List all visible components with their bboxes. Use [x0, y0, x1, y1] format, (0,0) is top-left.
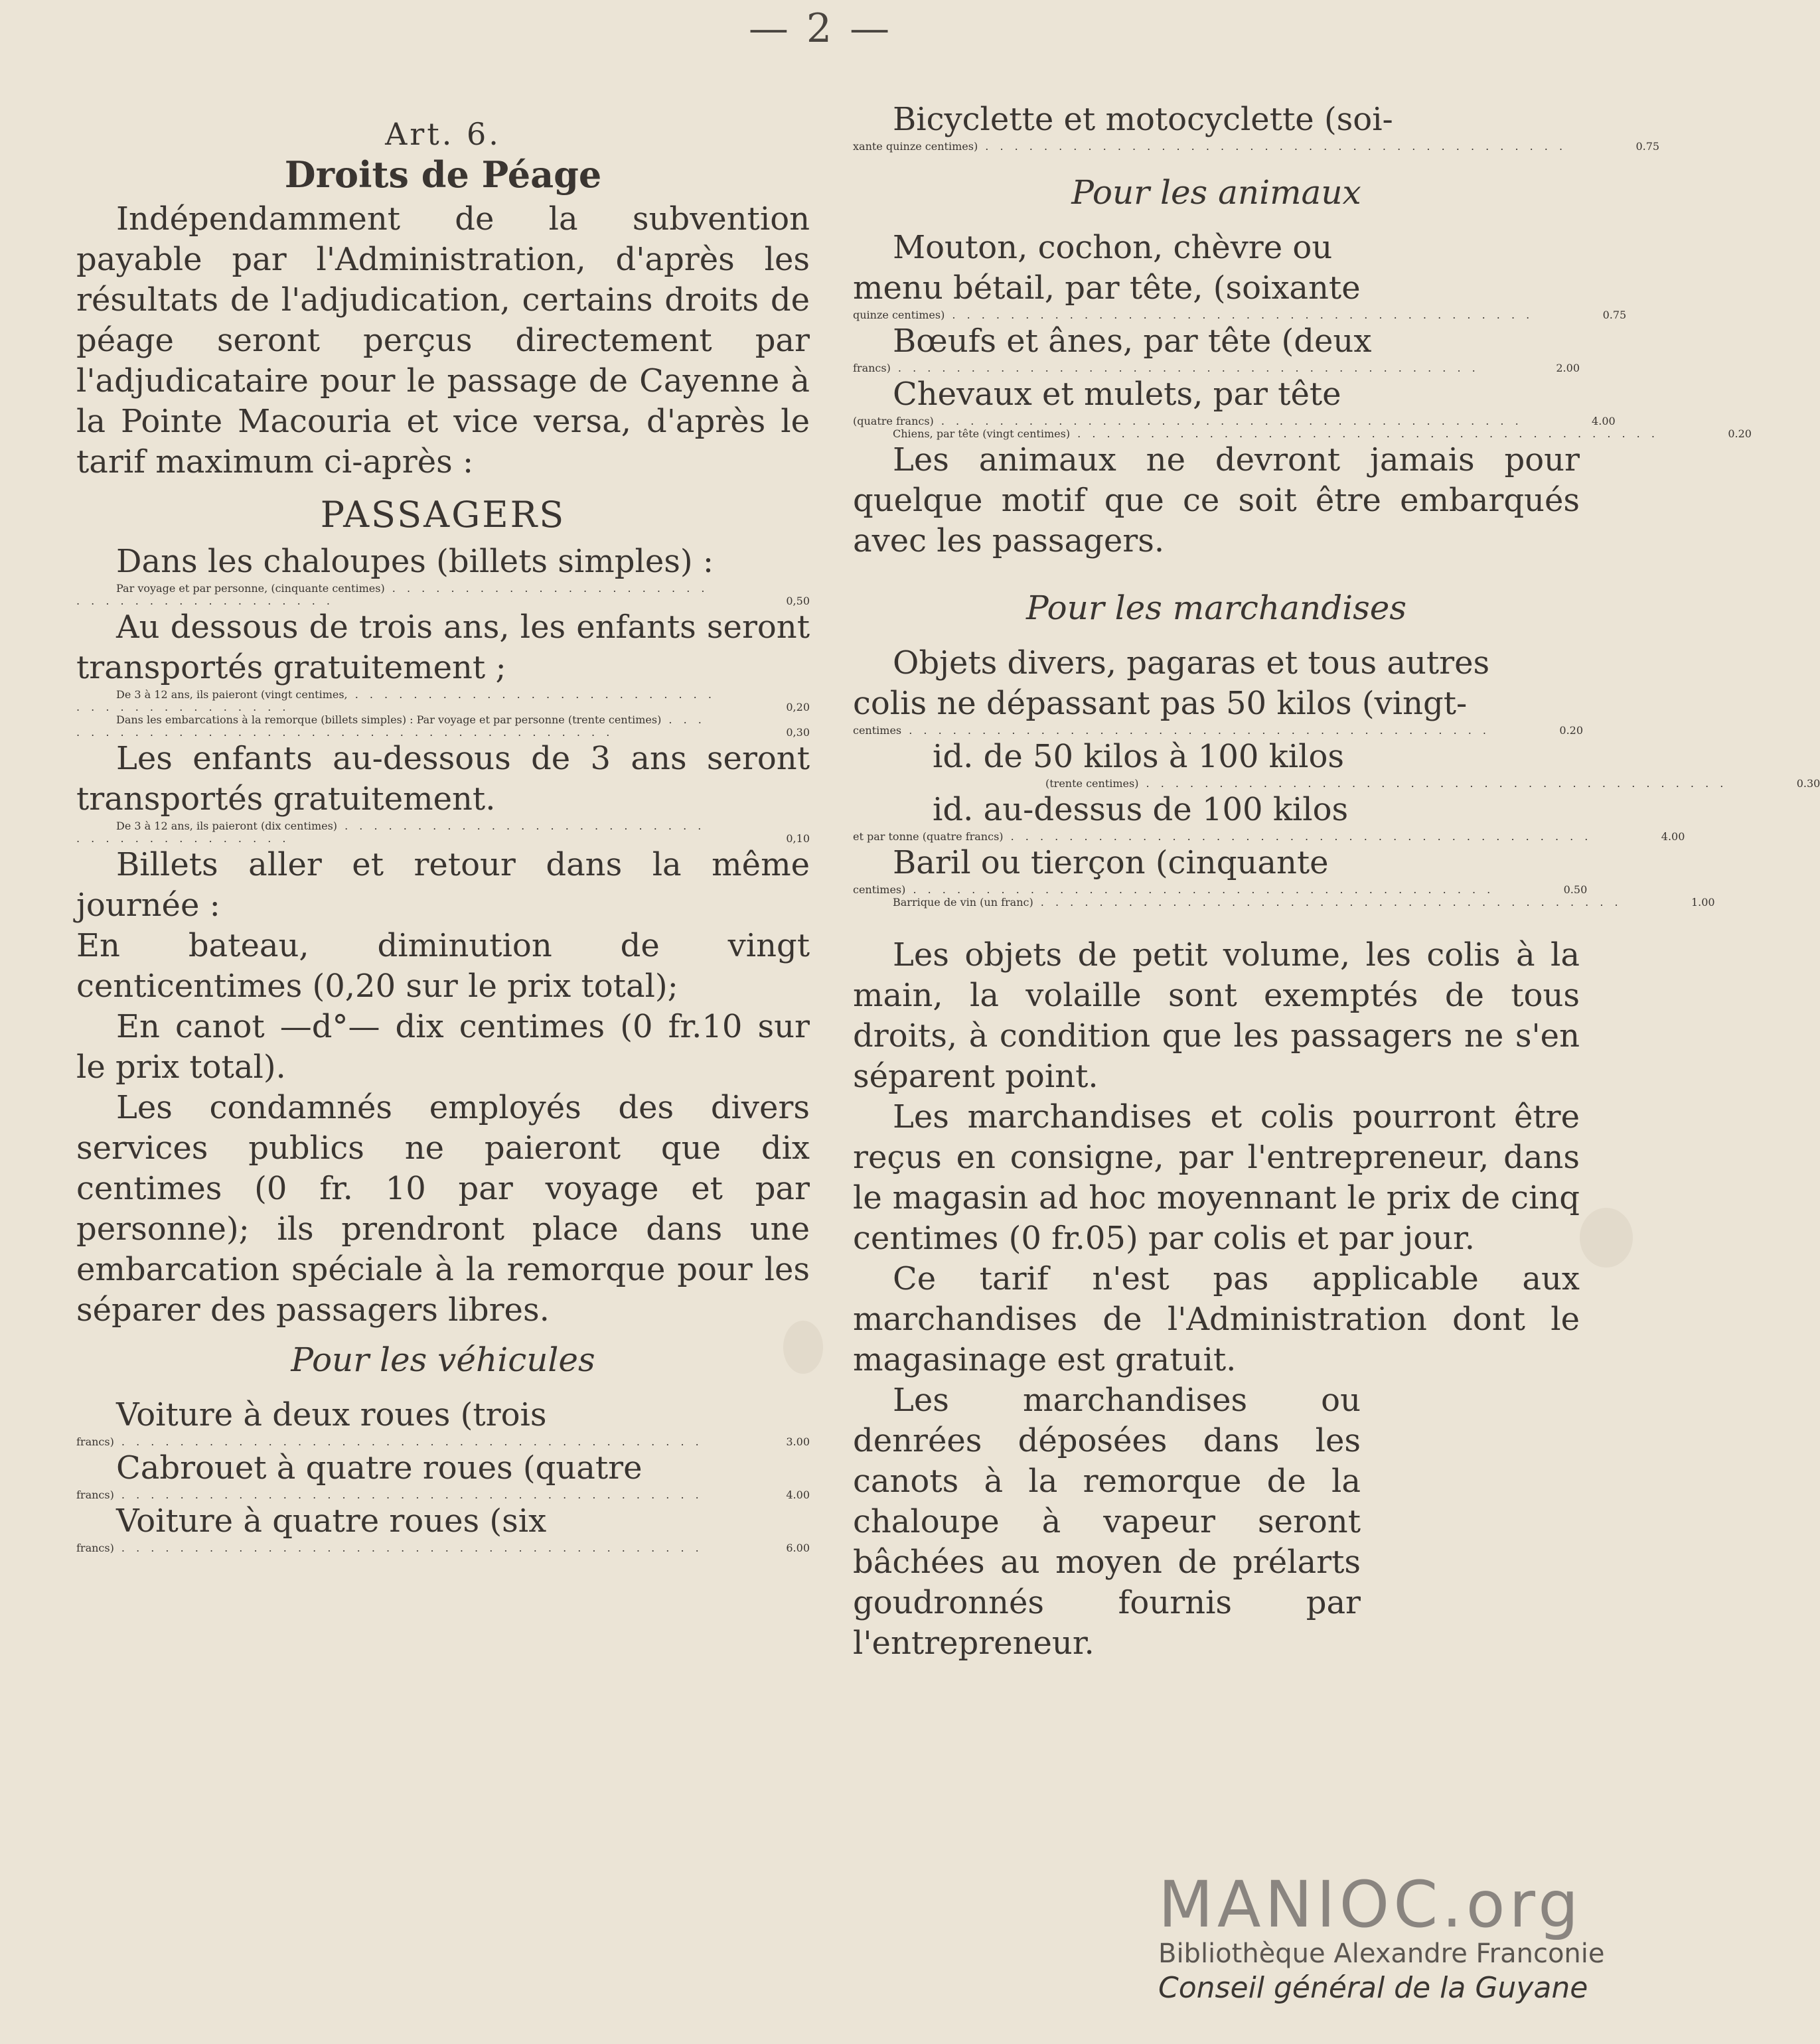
goods-label: Baril ou tierçon (cinquante [893, 844, 1329, 881]
tariff-price: 1.00 [1691, 896, 1715, 909]
tariff-price: 0,20 [786, 701, 810, 713]
tariff-price: 0.50 [1563, 883, 1588, 896]
animal-label: Mouton, cochon, chèvre ou [893, 229, 1333, 266]
text-paragraph: Les enfants au-dessous de 3 ans seront transportés gratuitement. [76, 740, 810, 818]
tariff-row [853, 777, 1820, 790]
tariff-label: Barrique de vin (un franc) . . . [893, 896, 1622, 909]
tariff-price: 4.00 [1661, 830, 1685, 843]
tariff-row [853, 830, 1685, 843]
council-name: Conseil général de la Guyane [1158, 1971, 1588, 2005]
text-paragraph: En canot —d°— dix centimes (0 fr.10 sur le prix total). [76, 1008, 810, 1086]
tariff-price: 0.20 [1559, 724, 1584, 737]
text-paragraph: Ce tarif n'est pas applicable aux marchandises de l'Administration dont le magasinage est gratuit. [853, 1260, 1580, 1378]
tariff-price: 0,10 [786, 832, 810, 845]
tariff-label: (quatre francs) . . . [853, 415, 1523, 427]
tariff-label: francs) . . . [76, 1489, 717, 1501]
tariff-price: 2.00 [1556, 362, 1580, 374]
text-paragraph: Au dessous de trois ans, les enfants seront transportés gratuitement ; [76, 609, 810, 686]
tariff-price: 4.00 [786, 1489, 810, 1501]
tariff-row [76, 1489, 810, 1501]
tariff-label: De 3 à 12 ans, ils paieront (vingt centimes, . . . [76, 688, 717, 713]
tariff-row [853, 883, 1588, 896]
vehicle-label: Bicyclette et motocyclette (soi- [893, 101, 1393, 138]
tariff-row [76, 582, 810, 607]
page-number: — 2 — [748, 5, 893, 52]
tariff-row [76, 688, 810, 713]
tariff-label: De 3 à 12 ans, ils paieront (dix centimes) . . . [76, 820, 717, 845]
tariff-price: 3.00 [786, 1435, 810, 1448]
animal-label: Chevaux et mulets, par tête [893, 376, 1341, 413]
article-number: Art. 6. [385, 116, 501, 152]
spacer [853, 909, 1580, 935]
tariff-label: francs) . . . [853, 362, 1487, 374]
goods-label: colis ne dépassant pas 50 kilos (vingt- [853, 685, 1468, 722]
library-name: Bibliothèque Alexandre Franconie [1158, 1938, 1605, 1969]
tariff-row [853, 362, 1580, 374]
vehicules-title: Pour les véhicules [291, 1341, 595, 1379]
tariff-row [853, 140, 1660, 153]
tariff-label: centimes . . . [853, 724, 1490, 737]
tariff-price: 0.30 [1796, 777, 1820, 790]
tariff-row [76, 713, 810, 739]
tariff-price: 6.00 [786, 1542, 810, 1554]
text-paragraph: Billets aller et retour dans la même journée : [76, 846, 810, 924]
section-heading: Droits de Péage [284, 153, 602, 196]
animaux-title: Pour les animaux [1071, 173, 1361, 212]
paper-stain [1580, 1208, 1633, 1268]
tariff-label: francs) . . . [76, 1435, 717, 1448]
vehicle-label: Voiture à deux roues (trois [116, 1396, 547, 1433]
passagers-title: PASSAGERS [320, 494, 566, 536]
tariff-row [76, 1542, 810, 1554]
text-paragraph: Les marchandises ou denrées déposées dans les canots à la remorque de la chaloupe à vapeur seront bâchées au moyen de prélarts goudronnés fournis par l'entrepreneur. [853, 1382, 1361, 1662]
tariff-label: Dans les embarcations à la remorque (billets simples) : Par voyage et par personne (trente centimes) . . . [76, 713, 717, 739]
tariff-row [76, 1435, 810, 1448]
goods-label: Objets divers, pagaras et tous autres [893, 644, 1490, 682]
tariff-price: 0.75 [1635, 140, 1660, 153]
text-paragraph: Les objets de petit volume, les colis à la main, la volaille sont exemptés de tous droits, à condition que les passagers ne s'en séparent point. [853, 936, 1580, 1095]
manioc-logo: MANIOC.org [1158, 1867, 1583, 1942]
tariff-price: 0.20 [1728, 427, 1752, 440]
tariff-label: Chiens, par tête (vingt centimes) . . . [893, 427, 1659, 440]
intro-paragraph: Indépendamment de la subvention payable par l'Administration, d'après les résultats de l'adjudication, certains droits de péage seront perçus directement par l'adjudicataire pour le passage de Cayenne à la Pointe Macouria et vice versa, d'après le tarif maximum ci-après : [76, 200, 810, 480]
tariff-price: 4.00 [1592, 415, 1616, 427]
tariff-label: quinze centimes) . . . [853, 309, 1533, 321]
tariff-price: 0,30 [786, 726, 810, 739]
goods-label: id. au-dessus de 100 kilos [933, 791, 1349, 828]
tariff-row [853, 309, 1627, 321]
tariff-price: 0,50 [786, 595, 810, 607]
animal-label: menu bétail, par tête, (soixante [853, 269, 1361, 307]
goods-label: id. de 50 kilos à 100 kilos [933, 738, 1344, 775]
right-column [853, 100, 1820, 1664]
watermark [1158, 1867, 1623, 2007]
tariff-row [853, 724, 1584, 737]
tariff-row [76, 820, 810, 845]
tariff-row [853, 896, 1715, 909]
marchandises-title: Pour les marchandises [1025, 589, 1407, 627]
tariff-label: (trente centimes) . . . [1045, 777, 1727, 790]
tariff-row [853, 415, 1616, 427]
tariff-row [853, 427, 1752, 440]
text-paragraph: En bateau, diminution de vingt centicentimes (0,20 sur le prix total); [76, 927, 810, 1005]
animal-label: Bœufs et ânes, par tête (deux [893, 323, 1372, 360]
tariff-label: francs) . . . [76, 1542, 717, 1554]
tariff-label: xante quinze centimes) . . . [853, 140, 1566, 153]
text-paragraph: Les condamnés employés des divers services publics ne paieront que dix centimes (0 fr. 10 par voyage et par personne); ils prendront place dans une embarcation spéciale à la remorque pour les séparer des passagers libres. [76, 1089, 810, 1329]
tariff-label: Par voyage et par personne, (cinquante centimes) . . . [76, 582, 717, 607]
vehicle-label: Cabrouet à quatre roues (quatre [116, 1449, 643, 1487]
vehicle-label: Voiture à quatre roues (six [116, 1502, 547, 1540]
tariff-label: et par tonne (quatre francs) . . . [853, 830, 1592, 843]
chaloupes-line: Dans les chaloupes (billets simples) : [116, 543, 714, 580]
text-paragraph: Les marchandises et colis pourront être reçus en consigne, par l'entrepreneur, dans le magasin ad hoc moyennant le prix de cinq centimes (0 fr.05) par colis et par jour. [853, 1098, 1580, 1257]
text-paragraph: Les animaux ne devront jamais pour quelque motif que ce soit être embarqués avec les passagers. [853, 441, 1580, 559]
tariff-price: 0.75 [1602, 309, 1627, 321]
left-column [76, 100, 810, 1554]
tariff-label: centimes) . . . [853, 883, 1494, 896]
